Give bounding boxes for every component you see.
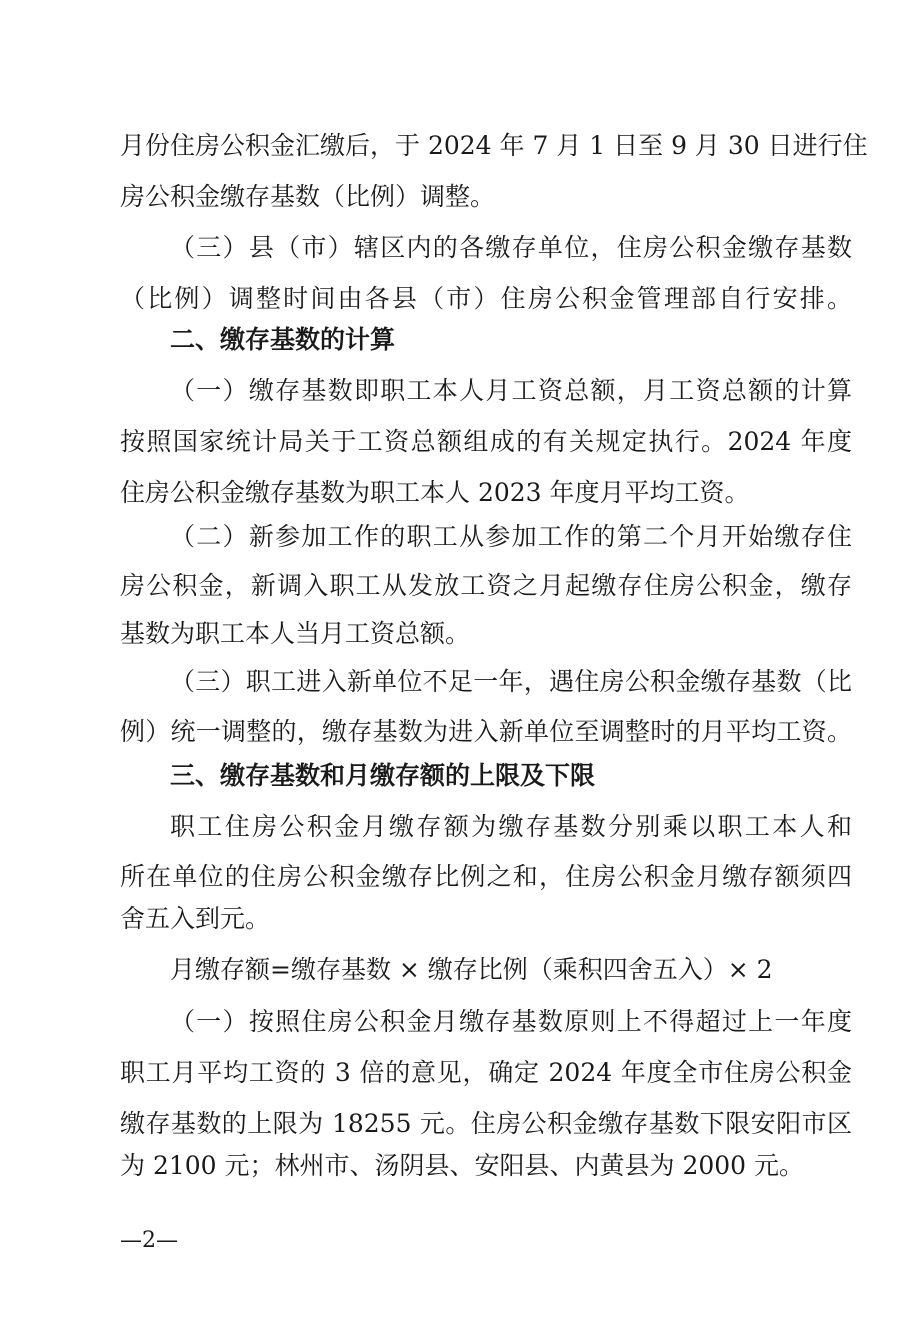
body-line: 月份住房公积金汇缴后，于 2024 年 7 月 1 日至 9 月 30 日进行住 [120,131,868,160]
body-line: 为 2100 元；林州市、汤阴县、安阳县、内黄县为 2000 元。 [120,1151,805,1180]
body-line: 房公积金缴存基数（比例）调整。 [120,182,496,211]
body-line: 所在单位的住房公积金缴存比例之和，住房公积金月缴存额须四 [120,862,852,891]
body-line: （三）县（市）辖区内的各缴存单位，住房公积金缴存基数 [170,233,852,262]
section-heading-3: 三、缴存基数和月缴存额的上限及下限 [170,761,596,790]
body-line: （三）职工进入新单位不足一年，遇住房公积金缴存基数（比 [170,667,852,696]
body-line: 职工月平均工资的 3 倍的意见，确定 2024 年度全市住房公积金 [120,1058,852,1087]
body-line: 例）统一调整的，缴存基数为进入新单位至调整时的月平均工资。 [120,717,852,746]
page-number: —2— [120,1228,178,1253]
body-line: （一）缴存基数即职工本人月工资总额，月工资总额的计算 [170,376,852,405]
body-line: 缴存基数的上限为 18255 元。住房公积金缴存基数下限安阳市区 [120,1109,852,1138]
body-line: 按照国家统计局关于工资总额组成的有关规定执行。2024 年度 [120,427,852,456]
body-line: 住房公积金缴存基数为职工本人 2023 年度月平均工资。 [120,478,750,507]
formula-line: 月缴存额=缴存基数 × 缴存比例（乘积四舍五入）× 2 [170,955,773,984]
body-line: 舍五入到元。 [120,904,271,933]
body-line: （二）新参加工作的职工从参加工作的第二个月开始缴存住 [170,522,852,551]
body-line: 基数为职工本人当月工资总额。 [120,619,471,648]
body-line: 职工住房公积金月缴存额为缴存基数分别乘以职工本人和 [170,812,852,841]
body-line: 房公积金，新调入职工从发放工资之月起缴存住房公积金，缴存 [120,571,852,600]
section-heading-2: 二、缴存基数的计算 [170,325,396,354]
body-line: （比例）调整时间由各县（市）住房公积金管理部自行安排。 [120,284,852,313]
body-line: （一）按照住房公积金月缴存基数原则上不得超过上一年度 [170,1007,852,1036]
